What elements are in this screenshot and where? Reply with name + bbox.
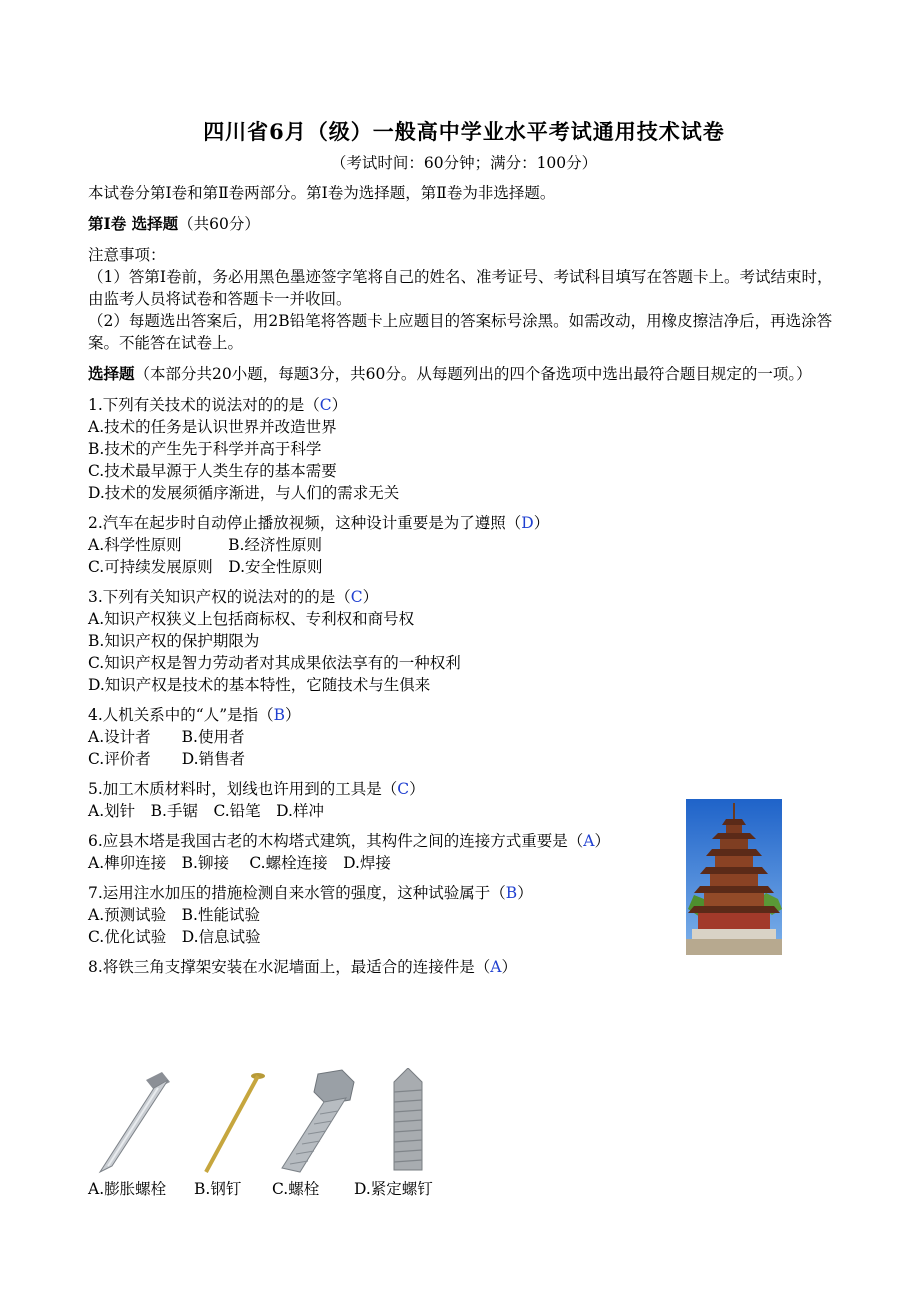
steel-nail-image (206, 1073, 265, 1172)
question-item (88, 394, 840, 504)
question-stem-text: 4.人机关系中的“人”是指（ (88, 706, 274, 724)
option-row: C.评价者 D.销售者 (88, 750, 246, 768)
question-stem (88, 512, 840, 534)
answer-label: B (505, 884, 518, 902)
choice-intro (88, 363, 840, 385)
fastener-images (88, 1068, 448, 1176)
question-stem-text: 8.将铁三角支撑架安装在水泥墙面上，最适合的连接件是（ (88, 958, 491, 976)
option-row: C.可持续发展原则 D.安全性原则 (88, 558, 323, 576)
question-stem-text: 5.加工木质材料时，划线也许用到的工具是（ (88, 780, 398, 798)
option-row: C.技术最早源于人类生存的基本需要 (88, 462, 337, 480)
section-title-rest: （共60分） (178, 215, 260, 233)
answer-label: A (490, 958, 502, 976)
option-row: A.科学性原则 B.经济性原则 (88, 536, 322, 554)
question-stem-close: ） (362, 588, 379, 606)
option-row: A.划针 B.手锯 C.铅笔 D.样冲 (88, 802, 324, 820)
question-item (88, 956, 840, 978)
option-row: D.技术的发展须循序渐进，与人们的需求无关 (88, 484, 400, 502)
answer-label: B (273, 706, 286, 724)
option-row: A.知识产权狭义上包括商标权、专利权和商号权 (88, 610, 415, 628)
option-c-text: C.螺栓 (272, 1180, 320, 1198)
question-stem-text: 7.运用注水加压的措施检测自来水管的强度，这种试验属于（ (88, 884, 506, 902)
notice-item: （2）每题选出答案后，用2B铅笔将答题卡上应题目的答案标号涂黑。如需改动，用橡皮擦洁净后，再选涂答案。不能答在试卷上。 (88, 312, 833, 352)
question-stem-text: 6.应县木塔是我国古老的木构塔式建筑，其构件之间的连接方式重要是（ (88, 832, 584, 850)
question-stem-text: 2.汽车在起步时自动停止播放视频，这种设计重要是为了遵照（ (88, 514, 522, 532)
option-row: A.设计者 B.使用者 (88, 728, 245, 746)
notice-label: 注意事项： (88, 246, 166, 264)
answer-label: C (397, 780, 410, 798)
question-stem-text: 3.下列有关知识产权的说法对的的是（ (88, 588, 351, 606)
pagoda-image (686, 799, 782, 955)
option-row: C.优化试验 D.信息试验 (88, 928, 261, 946)
set-screw-image (394, 1068, 422, 1170)
option-d-text: D.紧定螺钉 (354, 1180, 433, 1198)
option-row: D.知识产权是技术的基本特性，它随技术与生俱来 (88, 676, 431, 694)
question-stem-text: 1.下列有关技术的说法对的的是（ (88, 396, 320, 414)
section-title-bold: 第Ⅰ卷 选择题 (88, 214, 179, 233)
option-row: B.技术的产生先于科学并高于科学 (88, 440, 322, 458)
notice-item: （1）答第Ⅰ卷前，务必用黑色墨迹签字笔将自己的姓名、准考证号、考试科目填写在答题卡上。考试结束时，由监考人员将试卷和答题卡一并收回。 (88, 268, 833, 308)
expansion-bolt-image (100, 1072, 170, 1172)
question-stem-close: ） (331, 396, 348, 414)
question-item (88, 704, 840, 770)
question-stem-close: ） (409, 780, 425, 798)
question-stem (88, 778, 840, 800)
question-stem-close: ） (594, 832, 611, 850)
choice-intro-bold: 选择题 (88, 364, 135, 383)
answer-label: D (521, 514, 534, 532)
option-row: A.技术的任务是认识世界并改造世界 (88, 418, 337, 436)
question-item (88, 830, 668, 874)
option-row: A.预测试验 B.性能试验 (88, 906, 260, 924)
section-title (88, 213, 840, 235)
answer-label: A (583, 832, 595, 850)
main-title: 四川省6月（级）一般高中学业水平考试通用技术试卷 (203, 119, 725, 144)
option-b-text: B.钢钉 (194, 1180, 242, 1198)
question-stem (88, 394, 840, 416)
bolt-image (282, 1070, 354, 1172)
question-item (88, 586, 840, 696)
question-stem-close: ） (501, 958, 518, 976)
question-stem-close: ） (285, 706, 301, 724)
intro-line: 本试卷分第Ⅰ卷和第Ⅱ卷两部分。第Ⅰ卷为选择题，第Ⅱ卷为非选择题。 (88, 184, 556, 202)
subtitle: （考试时间：60分钟；满分：100分） (330, 154, 598, 172)
option-row: C.知识产权是智力劳动者对其成果依法享有的一种权利 (88, 654, 461, 672)
question-item (88, 512, 840, 578)
option-row: A.榫卯连接 B.铆接 C.螺栓连接 D.焊接 (88, 854, 391, 872)
question-stem-close: ） (533, 514, 550, 532)
answer-label: C (319, 396, 332, 414)
choice-intro-rest: （本部分共20小题，每题3分，共60分。从每题列出的四个备选项中选出最符合题目规定的一项。） (134, 365, 812, 383)
question-stem (88, 586, 840, 608)
answer-label: C (350, 588, 363, 606)
question-stem (88, 956, 840, 978)
question-stem (88, 830, 668, 852)
option-a-text: A.膨胀螺栓 (88, 1180, 167, 1198)
question-stem (88, 704, 840, 726)
option-row: B.知识产权的保护期限为 (88, 632, 260, 650)
question-stem-close: ） (517, 884, 533, 902)
